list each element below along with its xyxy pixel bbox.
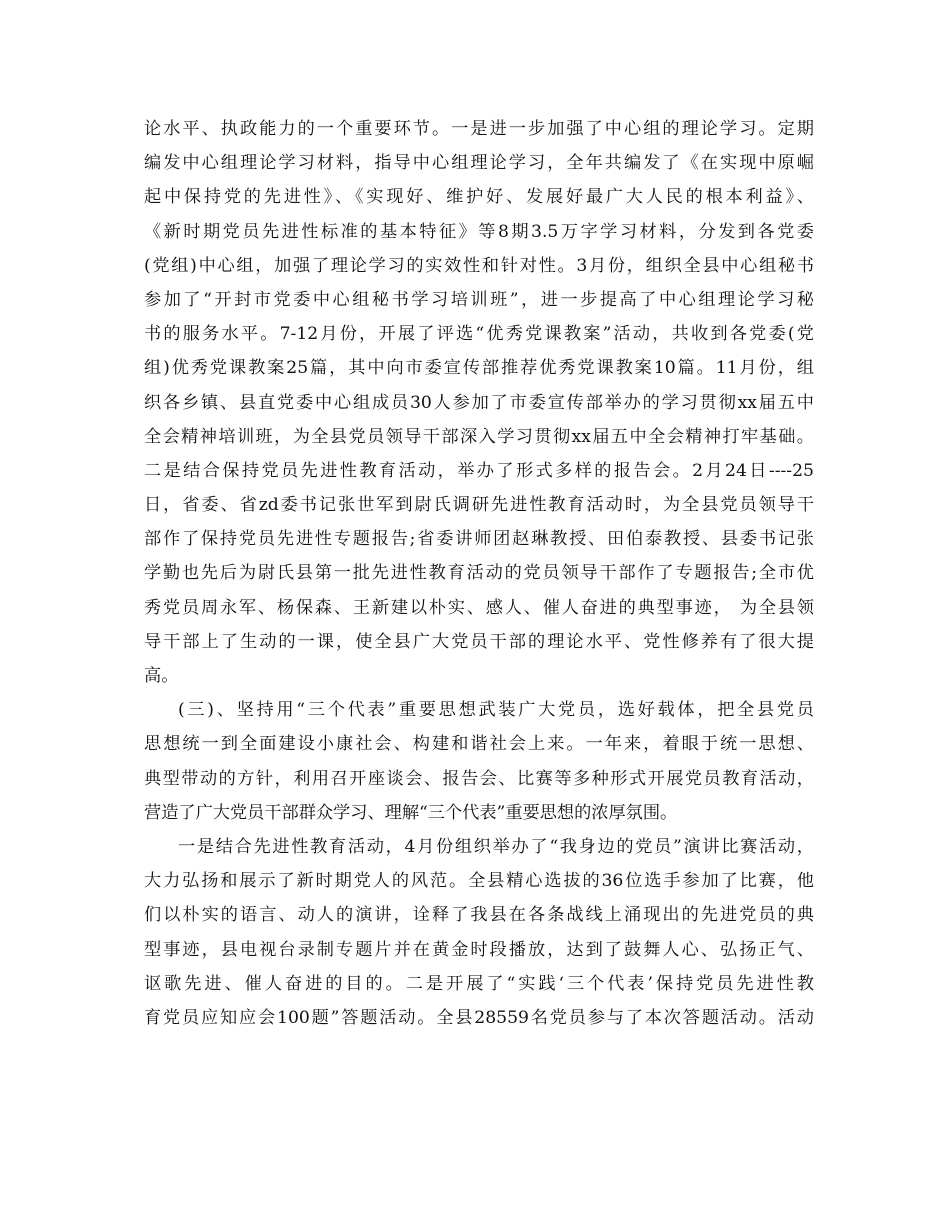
text-line: 高。 xyxy=(144,666,179,686)
text-line: 营造了广大党员干部群众学习、理解“三个代表”重要思想的浓厚氛围。 xyxy=(144,802,678,823)
text-line: 们以朴实的语言、动人的演讲，诠释了我县在各条战线上涌现出的先进党员的典 xyxy=(144,905,814,926)
text-line: 讴歌先进、催人奋进的目的。二是开展了“实践‘三个代表’保持党员先进性教 xyxy=(144,973,814,994)
text-line: 秀党员周永军、杨保森、王新建以朴实、感人、催人奋进的典型事迹， 为全县领 xyxy=(144,597,814,618)
text-line: 典型带动的方针，利用召开座谈会、报告会、比赛等多种形式开展党员教育活动， xyxy=(144,768,814,789)
text-line: 编发中心组理论学习材料，指导中心组理论学习，全年共编发了《在实现中原崛 xyxy=(144,153,814,174)
text-line: 组)优秀党课教案25篇，其中向市委宣传部推荐优秀党课教案10篇。11月份，组 xyxy=(144,358,814,379)
text-line: 书的服务水平。7-12月份，开展了评选“优秀党课教案”活动，共收到各党委(党 xyxy=(144,324,814,345)
text-line: 全会精神培训班，为全县党员领导干部深入学习贯彻xx届五中全会精神打牢基础。 xyxy=(144,426,814,447)
text-line: 思想统一到全面建设小康社会、构建和谐社会上来。一年来，着眼于统一思想、 xyxy=(144,734,814,755)
text-line: (党组)中心组，加强了理论学习的实效性和针对性。3月份，组织全县中心组秘书 xyxy=(144,255,814,276)
text-line: 育党员应知应会100题”答题活动。全县28559名党员参与了本次答题活动。活动 xyxy=(144,1007,814,1028)
text-line: 大力弘扬和展示了新时期党人的风范。全县精心选拔的36位选手参加了比赛，他 xyxy=(144,871,814,892)
text-line: 《新时期党员先进性标准的基本特征》等8期3.5万字学习材料，分发到各党委 xyxy=(144,221,814,242)
text-line: 织各乡镇、县直党委中心组成员30人参加了市委宣传部举办的学习贯彻xx届五中 xyxy=(144,392,814,413)
text-line: 日，省委、省zd委书记张世军到尉氏调研先进性教育活动时，为全县党员领导干 xyxy=(144,495,814,516)
text-line: 一是结合先进性教育活动，4月份组织举办了“我身边的党员”演讲比赛活动， xyxy=(178,836,814,857)
text-line: 二是结合保持党员先进性教育活动，举办了形式多样的报告会。2月24日----25 xyxy=(144,460,814,481)
text-line: 型事迹，县电视台录制专题片并在黄金时段播放，达到了鼓舞人心、弘扬正气、 xyxy=(144,939,814,960)
text-line: 导干部上了生动的一课，使全县广大党员干部的理论水平、党性修养有了很大提 xyxy=(144,631,814,652)
text-line: 论水平、执政能力的一个重要环节。一是进一步加强了中心组的理论学习。定期 xyxy=(144,119,814,139)
text-line: 参加了“开封市党委中心组秘书学习培训班”，进一步提高了中心组理论学习秘 xyxy=(144,289,814,310)
text-line: 起中保持党的先进性》、《实现好、维护好、发展好最广大人民的根本利益》、 xyxy=(144,187,814,208)
text-line: 学勤也先后为尉氏县第一批先进性教育活动的党员领导干部作了专题报告;全市优 xyxy=(144,563,814,584)
text-line: (三)、坚持用“三个代表”重要思想武装广大党员，选好载体，把全县党员 xyxy=(178,700,814,721)
text-line: 部作了保持党员先进性专题报告;省委讲师团赵琳教授、田伯泰教授、县委书记张 xyxy=(144,529,814,550)
document-body xyxy=(144,112,814,1035)
